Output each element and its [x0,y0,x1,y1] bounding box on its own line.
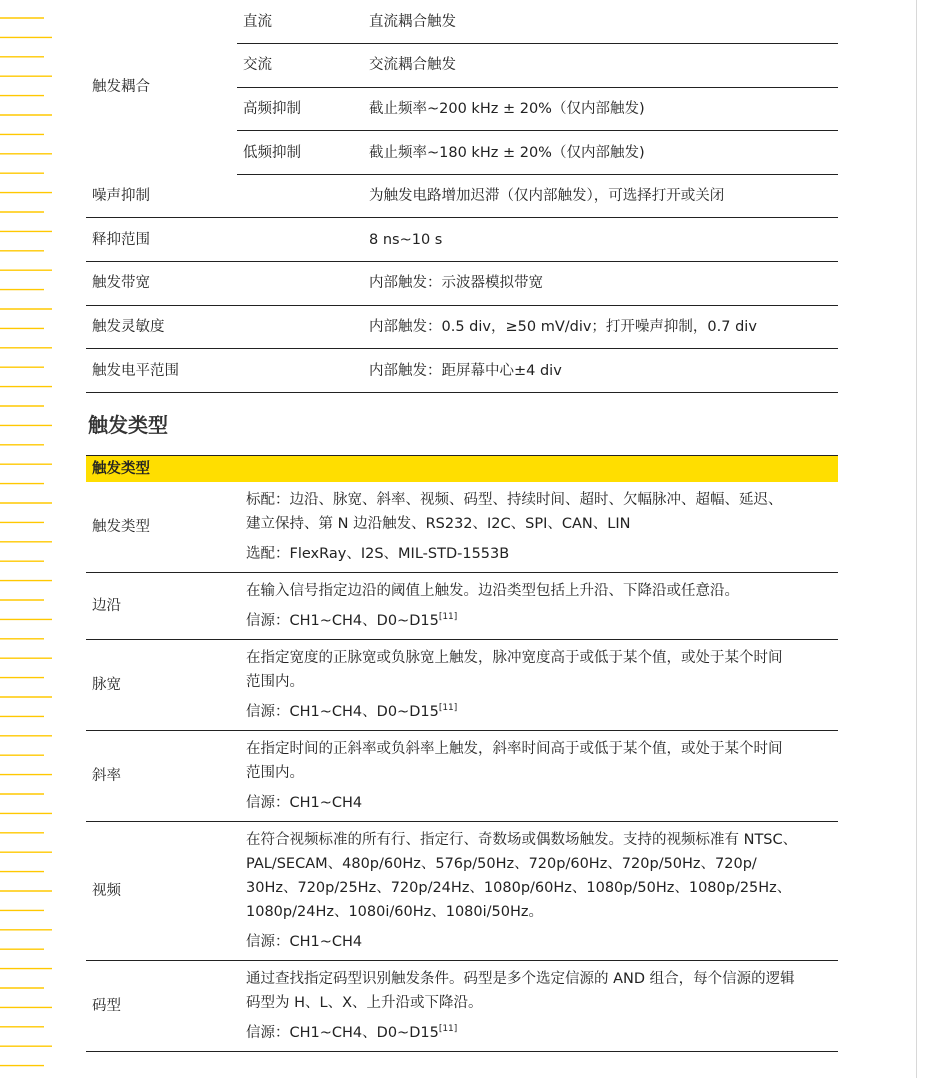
source-text: 信源：CH1~CH4、D0~D15 [246,612,439,629]
trigger-spec-table [86,0,838,393]
row-label: 触发类型 [86,482,240,573]
source-text: 选配：FlexRay、I2S、MIL-STD-1553B [246,545,510,562]
source-text: 信源：CH1~CH4 [246,794,363,811]
description-line: 30Hz、720p/25Hz、720p/24Hz、1080p/60Hz、1080p/50Hz、1080p/25Hz、 [246,879,792,896]
row-value: 内部触发：0.5 div，≥50 mV/div；打开噪声抑制，0.7 div [363,305,838,349]
description-line: 范围内。 [246,764,304,781]
table-row [86,572,838,639]
row-value: 为触发电路增加迟滞（仅内部触发），可选择打开或关闭 [363,174,838,218]
row-value: 8 ns~10 s [363,218,838,262]
description-line: 在指定宽度的正脉宽或负脉宽上触发，脉冲宽度高于或低于某个值，或处于某个时间 [246,649,783,666]
row-label: 触发灵敏度 [86,305,237,349]
row-label: 斜率 [86,730,240,821]
table-row [86,262,838,306]
row-description [240,639,838,730]
source-text: 信源：CH1~CH4 [246,933,363,950]
source-line [246,609,838,633]
description-line: PAL/SECAM、480p/60Hz、576p/50Hz、720p/60Hz、720p/50Hz、720p/ [246,855,757,872]
row-description [240,960,838,1051]
row-label: 触发耦合 [92,79,150,96]
table-row [86,821,838,960]
row-label: 触发电平范围 [86,349,237,393]
description-line: 建立保持、第 N 边沿触发、RS232、I2C、SPI、CAN、LIN [246,515,631,532]
source-text: 信源：CH1~CH4、D0~D15 [246,703,439,720]
row-value: 内部触发：距屏幕中心±4 div [363,349,838,393]
coupling-desc: 截止频率~200 kHz ± 20%（仅内部触发) [363,87,838,131]
row-value: 内部触发：示波器模拟带宽 [363,262,838,306]
row-label: 噪声抑制 [86,174,237,218]
row-description [240,821,838,960]
table-row [86,730,838,821]
table-row [86,482,838,573]
description-line: 在指定时间的正斜率或负斜率上触发，斜率时间高于或低于某个值，或处于某个时间 [246,740,783,757]
row-label: 边沿 [86,572,240,639]
description-line: 在输入信号指定边沿的阈值上触发。边沿类型包括上升沿、下降沿或任意沿。 [246,582,739,599]
coupling-desc: 直流耦合触发 [363,0,838,44]
footnote-ref: [11] [438,1024,458,1035]
table-row [86,305,838,349]
row-description [240,572,838,639]
source-text: 信源：CH1~CH4、D0~D15 [246,1024,439,1041]
description-line: 在符合视频标准的所有行、指定行、奇数场或偶数场触发。支持的视频标准有 NTSC、 [246,831,798,848]
row-label: 脉宽 [86,639,240,730]
source-line [246,791,838,815]
coupling-desc: 截止频率~180 kHz ± 20%（仅内部触发) [363,131,838,175]
row-label: 码型 [86,960,240,1051]
table-row [86,0,838,44]
description-line: 码型为 H、L、X、上升沿或下降沿。 [246,994,483,1011]
section-title: 触发类型 [88,412,168,437]
coupling-desc: 交流耦合触发 [363,44,838,88]
trigger-types-table [86,482,838,1052]
coupling-mode: 低频抑制 [237,131,363,175]
coupling-mode: 交流 [237,44,363,88]
row-label: 视频 [86,821,240,960]
table-header: 触发类型 [86,455,838,482]
source-line [246,542,838,566]
table-row [86,218,838,262]
source-line [246,1021,838,1045]
table-row [86,349,838,393]
footnote-ref: [11] [438,612,458,623]
spec-content [86,0,838,1052]
row-label: 触发带宽 [86,262,237,306]
margin-decoration [0,0,60,1078]
table-row [86,639,838,730]
row-label: 释抑范围 [86,218,237,262]
coupling-mode: 直流 [237,0,363,44]
row-description [240,482,838,573]
footnote-ref: [11] [438,703,458,714]
description-line: 1080p/24Hz、1080i/60Hz、1080i/50Hz。 [246,903,544,920]
source-line [246,930,838,954]
page-edge [916,0,917,1078]
table-row [86,960,838,1051]
description-line: 范围内。 [246,673,304,690]
description-line: 标配：边沿、脉宽、斜率、视频、码型、持续时间、超时、欠幅脉冲、超幅、延迟、 [246,491,783,508]
description-line: 通过查找指定码型识别触发条件。码型是多个选定信源的 AND 组合，每个信源的逻辑 [246,970,795,987]
table-row [86,174,838,218]
row-description [240,730,838,821]
source-line [246,700,838,724]
coupling-mode: 高频抑制 [237,87,363,131]
